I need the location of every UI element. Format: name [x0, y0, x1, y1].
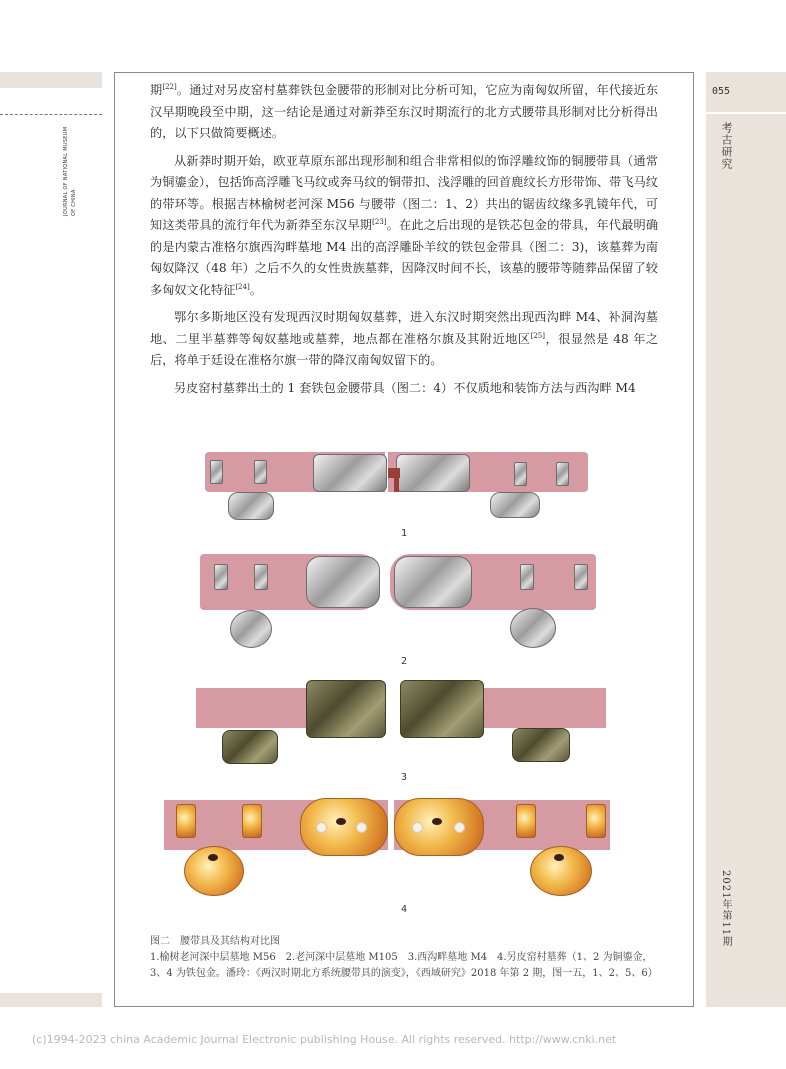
figure-caption [150, 934, 660, 982]
journal-name-vertical: JOURNAL OF NATIONAL MUSEUM OF CHINA [63, 126, 77, 216]
article-body [150, 80, 658, 405]
belt-2-illustration [150, 550, 658, 660]
issue-vertical: 2021年第11期 [720, 870, 731, 948]
figure-label-4: 4 [400, 904, 408, 915]
belt-4-illustration [150, 794, 658, 908]
page-number: 055 [712, 86, 731, 97]
paragraph-3: 鄂尔多斯地区没有发现西汉时期匈奴墓葬，进入东汉时期突然出现西沟畔 M4、补洞沟墓地、二里半墓葬等匈奴墓地或墓葬，地点都在准格尔旗及其附近地区[25]，很显然是 48 年之后，将单于廷设在准格尔旗一带的降汉南匈奴留下的。 [150, 310, 659, 367]
section-title-vertical: 考古研究 [720, 122, 733, 170]
belt-figure [150, 434, 658, 924]
left-dashed-rule [0, 114, 102, 115]
paragraph-1: 期[22]。通过对另皮窑村墓葬铁包金腰带的形制对比分析可知，它应为南匈奴所留，年代接近东汉早期晚段至中期，这一结论是通过对新莽至东汉时期流行的北方式腰带具形制对比分析得出的，以下只做简要概述。 [150, 82, 659, 140]
copyright-footer: (c)1994-2023 china Academic Journal Electronic publishing House. All rights reserved. http://www.cnki.net [32, 1033, 617, 1046]
belt-1-illustration [150, 434, 658, 524]
figure-label-1: 1 [400, 528, 408, 539]
paragraph-2: 从新莽时期开始，欧亚草原东部出现形制和组合非常相似的饰浮雕纹饰的铜腰带具（通常为铜鎏金），包括饰高浮雕飞马纹或奔马纹的铜带扣、浅浮雕的回首鹿纹长方形带饰、带飞马纹的带环等。根据吉林榆树老河深 M56 与腰带（图二：1、2）共出的锯齿纹缘多乳镜年代，可知这类带具的流行年代为新莽至东汉早期[23]。在此之后出现的是铁芯包金的带具，年代最明确的是内蒙古准格尔旗西沟畔墓地 M4 出的高浮雕卧羊纹的铁包金带具（图二：3)，该墓葬为南匈奴降汉（48 年）之后不久的女性贵族墓葬，因降汉时间不长，该墓的腰带等随葬品保留了较多匈奴文化特征[24]。 [150, 153, 659, 297]
figure-label-3: 3 [400, 772, 408, 783]
figure-label-2: 2 [400, 656, 408, 667]
caption-title: 图二 腰带具及其结构对比图 [150, 936, 280, 947]
paragraph-4: 另皮窑村墓葬出土的 1 套铁包金腰带具（图二：4）不仅质地和装饰方法与西沟畔 M4 [174, 380, 636, 395]
right-margin-column [706, 72, 786, 1007]
caption-body: 1.榆树老河深中层墓地 M56 2.老河深中层墓地 M105 3.西沟畔墓地 M4 4.另皮窑村墓葬（1、2 为铜鎏金，3、4 为铁包金。潘玲：《两汉时期北方系统腰带具的演变》，《西域研究》2018 年第 2 期，图一五，1、2、5、6） [150, 952, 658, 979]
left-decor-bar-top [0, 72, 102, 88]
left-decor-bar-bottom [0, 993, 102, 1007]
belt-3-illustration [150, 678, 658, 778]
